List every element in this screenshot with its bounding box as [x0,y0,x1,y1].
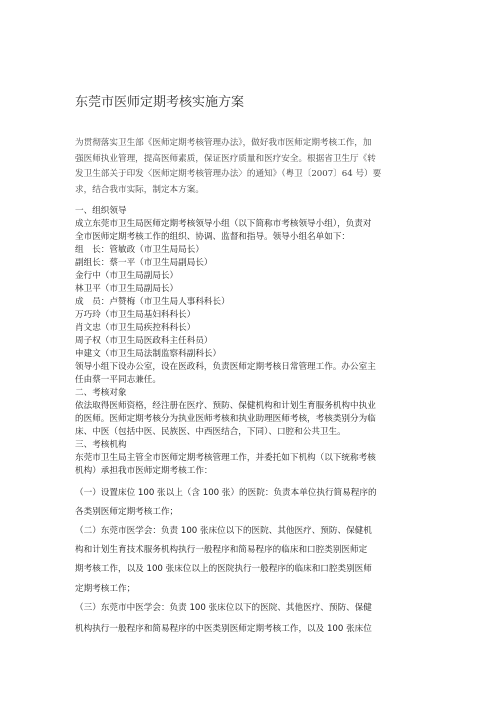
body-line: 机构）承担我市医师定期考核工作： [75,466,213,476]
intro-line: 为贯彻落实卫生部《医师定期考核管理办法》，做好我市医师定期考核工作，加 [75,138,372,148]
body-line: 床、中医（包括中医、民族医、中西医结合，下同）、口腔和公共卫生。 [75,427,346,437]
body-line: （一）设置床位 100 张以上（含 100 张）的医院：负责本单位执行简易程序的 [75,488,377,498]
body-line: 万巧玲（市卫生局基妇科科长） [75,310,196,320]
section-heading-institutions: 三、考核机构 [75,440,127,450]
body-line: 期考核工作，以及 100 张床位以上的医院执行一般程序的临床和口腔类别医师 [75,564,372,574]
body-line: 林卫平（市卫生局副局长） [75,284,179,294]
body-line: 的医师。医师定期考核分为执业医师考核和执业助理医师考核，考核类别分为临 [75,414,376,424]
body-line: 领导小组下设办公室，设在医政科，负责医师定期考核日常管理工作。办公室主 [75,362,376,372]
intro-line: 求，结合我市实际，制定本方案。 [75,184,204,195]
body-line: 任由蔡一平同志兼任。 [75,375,161,385]
body-line: 申建文（市卫生局法制监察科副科长） [75,349,222,359]
body-line: 全市医师定期考核工作的组织、协调、监督和指导。领导小组名单如下： [75,232,351,242]
body-line: 周子权（市卫生局医政科主任科员） [75,336,213,346]
section-heading-organization: 一、组织领导 [75,206,127,216]
body-line: 各类别医师定期考核工作； [75,507,179,517]
body-line: 构和计划生育技术服务机构执行一般程序和简易程序的临床和口腔类别医师定 [75,545,368,555]
body-line: 副组长：蔡一平（市卫生局副局长） [75,258,213,268]
body-line: 依法取得医师资格，经注册在医疗、预防、保健机构和计划生育服务机构中执业 [75,401,376,411]
intro-paragraph [75,136,420,198]
body-line: 成 员：卢赞梅（市卫生局人事科科长） [75,297,230,307]
body-line: 肖文忠（市卫生局疾控科科长） [75,323,196,333]
body-line: 东莞市卫生局主管全市医师定期考核管理工作，并委托如下机构（以下统称考核 [75,453,376,463]
body-line: 金行中（市卫生局副局长） [75,271,179,281]
section-heading-targets: 二、考核对象 [75,388,127,398]
intro-line: 发卫生部关于印发〈医师定期考核管理办法〉的通知》（粤卫〔2007〕64 号）要 [75,169,382,179]
document-title: 东莞市医师定期考核实施方案 [75,95,245,110]
body-line: 组 长：管敏政（市卫生局局长） [75,245,204,255]
body-line: （三）东莞市中医学会：负责 100 张床位以下的医院、其他医疗、预防、保健 [75,603,372,613]
body-line: 成立东莞市卫生局医师定期考核领导小组（以下简称市考核领导小组），负责对 [75,219,372,229]
body-line: 机构执行一般程序和简易程序的中医类别医师定期考核工作，以及 100 张床位 [75,624,372,634]
body-line: （二）东莞市医学会：负责 100 张床位以下的医院、其他医疗、预防、保健机 [75,526,372,536]
body-line: 定期考核工作； [75,584,136,594]
intro-line: 强医师执业管理，提高医师素质，保证医疗质量和医疗安全。根据省卫生厅《转 [75,153,376,164]
